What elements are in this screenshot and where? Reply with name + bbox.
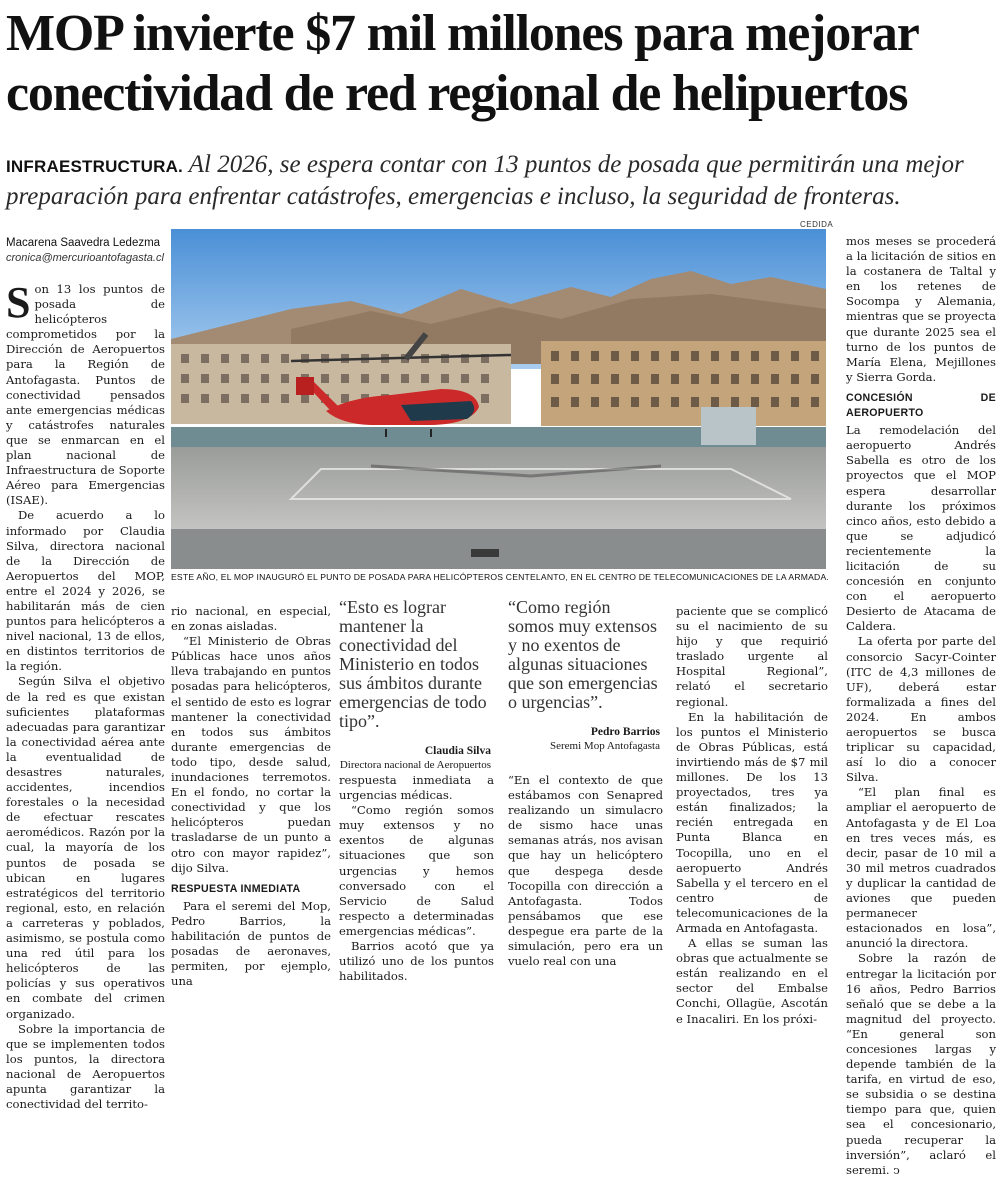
paragraph: Para el seremi del Mop, Pedro Barrios, la habilitación de puntos de posadas de aeronaves, permiten, por ejemplo, una	[171, 898, 331, 989]
quote-role: Seremi Mop Antofagasta	[550, 740, 660, 752]
paragraph: respuesta inmediata a urgencias médicas.	[339, 773, 494, 803]
paragraph: rio nacional, en especial, en zonas aisladas.	[171, 604, 331, 634]
paragraph: La oferta por parte del consorcio Sacyr-Cointer (ITC de 4,3 millones de UF), deberá estar formalizada a fines del 2024. En ambos aeropuertos se busca triplicar su capacidad, así lo dio a conocer Silva.	[846, 634, 996, 785]
kicker: INFRAESTRUCTURA.	[6, 157, 183, 176]
photo-caption: ESTE AÑO, EL MOP INAUGURÓ EL PUNTO DE POSADA PARA HELICÓPTEROS CENTELANTO, EN EL CENTRO DE TELECOMUNICACIONES DE LA ARMADA.	[171, 572, 829, 582]
author-name: Macarena Saavedra Ledezma	[6, 237, 161, 249]
quote-author: Claudia Silva	[424, 745, 491, 757]
photo-credit: CEDIDA	[800, 220, 834, 229]
headline	[6, 4, 996, 124]
paragraph: En la habilitación de los puntos el Ministerio de Obras Públicas, está invirtiendo más de $7 mil millones. De los 13 proyectados, tres ya están finalizados; la recién entregada en Punta Blanca en Tocopilla, uno en el aeropuerto Andrés Sabella y el tercero en el centro de telecomunicaciones de la Armada en Antofagasta.	[676, 709, 828, 935]
paragraph: Sobre la importancia de que se implementen todos los puntos, la directora nacional de Aeropuertos apunta garantizar la conectividad del territo-	[6, 1021, 165, 1112]
paragraph: mos meses se procederá a la licitación de sitios en la costanera de Taltal y en los retenes de Socompa y Alemania, mientras que se proyecta que durante 2025 sea el turno de los puntos de María Elena, Mejillones y Sierra Gorda.	[846, 234, 996, 384]
subheading-concesion: CONCESIÓN DE AEROPUERTO	[846, 391, 996, 420]
paragraph: paciente que se complicó su el nacimiento de su hijo y que requirió traslado urgente al Hospital Regional”, relató el secretario regional.	[676, 604, 828, 709]
author-email[interactable]: cronica@mercurioantofagasta.cl	[6, 252, 164, 264]
paragraph: “Como región somos muy extensos y no exentos de algunas situaciones que son urgencias y hemos conversado con el Servicio de Salud respecto a determinadas emergencias médicas”.	[339, 803, 494, 938]
column-1	[6, 278, 165, 1112]
paragraph: Barrios acotó que ya utilizó uno de los puntos habilitados.	[339, 939, 494, 984]
paragraph: La remodelación del aeropuerto Andrés Sabella es otro de los proyectos que el MOP espera desarrollar durante los próximos cinco años, esto debido a que se adjudicó recientemente la licitación de su concesión en conjunto con el aeropuerto Desierto de Atacama de Caldera.	[846, 423, 996, 634]
paragraph: “El plan final es ampliar el aeropuerto de Antofagasta y de El Loa en tres veces más, es decir, pasar de 10 mil a 30 mil metros cuadrados y duplicar la cantidad de aviones que pueden permanecer estacionados en losa”, anunció la directora.	[846, 785, 996, 951]
paragraph: Sobre la razón de entregar la licitación por 16 años, Pedro Barrios señaló que se debe a la magnitud del proyecto. “En general son concesiones largas y depende también de la tarifa, en virtud de eso, se subsidia o se destina tiempo para que, quien sea el concesionario, pueda recuperar la inversión”, aclaró el seremi. ↄ	[846, 951, 996, 1177]
paragraph: “El Ministerio de Obras Públicas hace unos años lleva trabajando en puntos posadas para helicópteros, el sentido de esto es lograr mantener la conectividad en todos sus ámbitos durante emergencias de todo tipo, desde salud, inundaciones terremotos. En el fondo, no cortar la conectividad y que los helicópteros puedan trasladarse de un punto a otro con mayor rapidez”, dijo Silva.	[171, 634, 331, 875]
column-5	[676, 604, 828, 1027]
column-3	[339, 773, 494, 984]
headline-line-1: MOP invierte $7 mil millones para mejorar	[6, 5, 919, 62]
byline	[6, 236, 166, 266]
paragraph: De acuerdo a lo informado por Claudia Silva, directora nacional de la Dirección de Aeropuertos del MOP, entre el 2024 y 2026, se habilitarán más de cien puntos para helicópteros a nivel nacional, 13 de ellos, en distintos territorios de la región.	[6, 508, 165, 674]
quote-text: “Como región somos muy extensos y no exentos de algunas situaciones que son emergencias o urgencias”.	[508, 597, 658, 712]
deck	[6, 150, 996, 212]
paragraph: A ellas se suman las obras que actualmente se están realizando en el sector del Embalse Conchi, Ollagüe, Ascotán e Inacaliri. En los próxi-	[676, 936, 828, 1026]
helicopter-photo	[171, 229, 826, 569]
lead-paragraph: Son 13 los puntos de posada de helicópteros comprometidos por la Dirección de Aeropuertos para la Región de Antofagasta. Puntos de conectividad pensados ante emergencias médicas y catástrofes naturales que se enmarcan en el plan nacional de Infraestructura de Soporte Aéreo para Emergencias (ISAE).	[6, 278, 165, 508]
column-2	[171, 604, 331, 989]
pull-quote-silva	[339, 598, 491, 771]
paragraph: “En el contexto de que estábamos con Senapred realizando un simulacro de sismo hace unas semanas atrás, nos avisan que hay un helicóptero que despega desde Tocopilla con dirección a Antofagasta. Todos pensábamos que ese despegue era parte de la simulación, pero era un vuelo real con una	[508, 773, 663, 969]
end-mark: ↄ	[893, 1162, 900, 1177]
headline-line-2: conectividad de red regional de helipuertos	[6, 65, 908, 122]
paragraph: Según Silva el objetivo de la red es que existan suficientes plataformas adecuadas para garantizar la conectividad aérea ante la eventualidad de desastres naturales, accidentes, incendios forestales o la necesidad de efectuar rescates aeromédicos. Razón por la cual, la mayoría de los puntos de posada se ubican en lugares estratégicos del territorio regional, esto, en relación a carreteras y poblados, asimismo, se postula como una red útil para los helicópteros de las policías y sus operativos en combate del crimen organizado.	[6, 674, 165, 1021]
deck-text: Al 2026, se espera contar con 13 puntos de posada que permitirán una mejor preparación para enfrentar catástrofes, emergencias e incluso, la seguridad de fronteras.	[6, 151, 964, 210]
pull-quote-barrios	[508, 598, 660, 752]
quote-author: Pedro Barrios	[590, 726, 660, 738]
subheading-respuesta: RESPUESTA INMEDIATA	[171, 882, 301, 895]
dropcap: S	[6, 278, 31, 327]
quote-role: Directora nacional de Aeropuertos	[339, 759, 491, 771]
column-6	[846, 234, 996, 1178]
quote-text: “Esto es lograr mantener la conectividad del Ministerio en todos sus ámbitos durante emergencias de todo tipo”.	[339, 597, 487, 731]
column-4	[508, 773, 663, 969]
